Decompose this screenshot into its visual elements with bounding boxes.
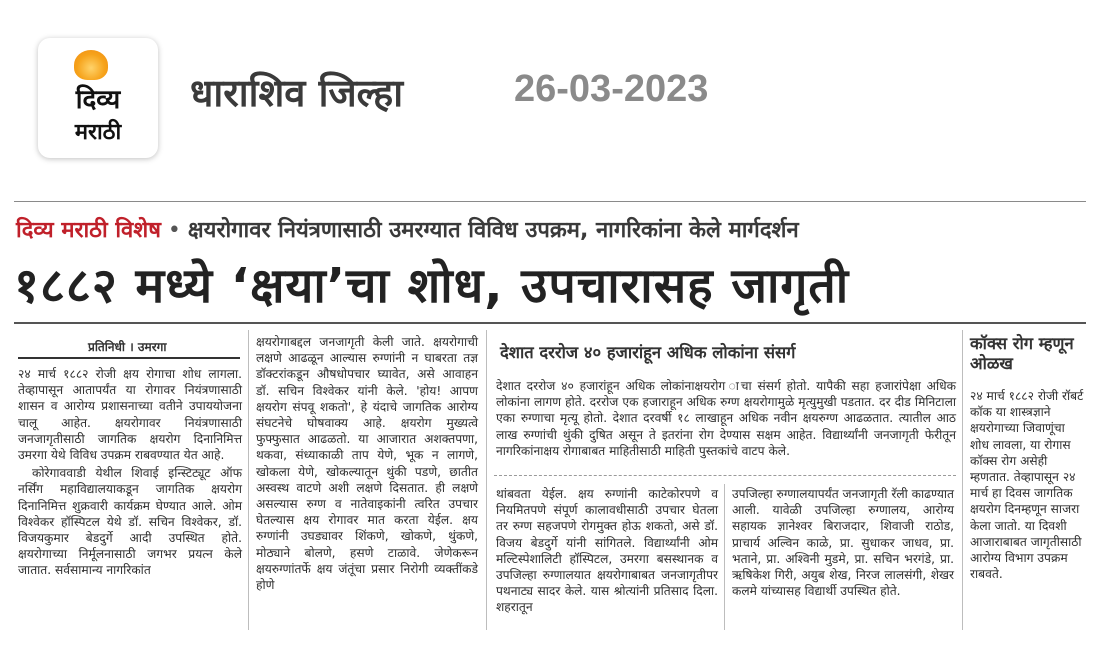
byline: प्रतिनिधी । उमरगा: [88, 340, 167, 354]
col2-paragraph-1: क्षयरोगाबद्दल जनजागृती केली जाते. क्षयरोगाची लक्षणे आढळून आल्यास रुग्णांनी न घाबरता तज्ञ डॉक्टरांकडून औषधोपचार घ्यावेत, असे आवाहन डॉ. सचिन विश्वेकर यांनी केले. 'होय! आपण क्षयरोग संपवू शकतो', हे यंदाचे जागतिक आरोग्य संघटनेचे घोषवाक्य आहे. क्षयरोग मुख्यत्वे फुफ्फुसात आढळतो. या आजारात अशक्तपणा, थकवा, संध्याकाळी ताप येणे, भूक न लागणे, खोकला येणे, खोकल्यातून थुंकी पडणे, छातीत अस्वस्थ वाटणे अशी लक्षणे दिसतात. ही लक्षणे असल्यास रुग्ण व नातेवाइकांनी त्वरित उपचार घेतल्यास क्षय रोगावर मात करता येईल. क्षय रुग्णांनी उघड्यावर शिंकणे, खोकणे, थुंकणे, मोठ्याने बोलणे, हसणे टाळावे. जेणेकरून क्षयरुग्णांतर्फे क्षय जंतूंचा प्रसार निरोगी व्यक्तींकडे होणे: [256, 335, 478, 593]
kicker-text: क्षयरोगावर नियंत्रणासाठी उमरग्यात विविध उपक्रम, नागरिकांना केले मार्गदर्शन: [187, 218, 799, 243]
column-divider-4: [962, 330, 963, 630]
column-2: [256, 334, 478, 595]
box-subheading: देशात दररोज ४० हजारांहून अधिक लोकांना संसर्ग: [500, 343, 796, 362]
column-divider-3: [724, 484, 725, 630]
col1-paragraph-1: २४ मार्च १८८२ रोजी क्षय रोगाचा शोध लागला. तेव्हापासून आतापर्यंत या रोगावर नियंत्रणासाठी शासन व आरोग्य प्रशासनाच्या वतीने उपाययोजना चालू आहेत. क्षयरोगावर नियंत्रणासाठी जनजागृतीसाठी जागतिक क्षयरोग दिनानिमित्त उमरगा येथे विविध उपक्रम राबवण्यात येत आहे.: [18, 367, 242, 463]
column-divider-1: [248, 330, 249, 630]
box-bottom-divider: [494, 475, 956, 476]
column-divider-2: [486, 330, 487, 630]
side-paragraph: २४ मार्च १८८२ रोजी रॉबर्ट कॉक या शास्त्रज्ञाने क्षयरोगाच्या जिवाणूंचा शोध लावला, या रोगास कॉक्स रोग असेही म्हणतात. तेव्हापासून २४ मार्च हा दिवस जागतिक क्षयरोग दिनम्हणून साजरा केला जातो. या दिवशी आजाराबाबत जागृतीसाठी आरोग्य विभाग उपक्रम राबवते.: [970, 389, 1084, 582]
top-divider: [14, 201, 1086, 202]
column-3: [496, 486, 718, 618]
byline-rule: [18, 357, 240, 359]
side-column: [970, 388, 1086, 584]
kicker-brand: दिव्य मराठी विशेष: [16, 218, 161, 243]
logo-text-line1: दिव्य: [75, 85, 121, 115]
edition-date: 26-03-2023: [514, 68, 709, 110]
article-kicker: [16, 214, 799, 244]
headline-divider: [14, 322, 1086, 324]
box-story: [496, 378, 956, 461]
column-1: [18, 366, 242, 581]
logo-text-line2: मराठी: [74, 120, 122, 145]
col1-paragraph-2: कोरेगाववाडी येथील शिवाई इन्स्टिट्यूट ऑफ नर्सिंग महाविद्यालयाकडून जागतिक क्षयरोग दिनानिमित्त शुक्रवारी कार्यक्रम घेण्यात आले. ओम विश्वेकर हॉस्पिटल येथे डॉ. सचिन विश्वेकर, डॉ. विजयकुमार बेडदुर्गे आदी उपस्थित होते. क्षयरोगाच्या निर्मूलनासाठी जगभर प्रयत्न केले जातात. सर्वसामान्य नागरिकांत: [18, 466, 242, 578]
side-subheading: कॉक्स रोग म्हणून ओळख: [970, 334, 1074, 373]
col3-paragraph-1: थांबवता येईल. क्षय रुग्णांनी काटेकोरपणे व नियमितपणे संपूर्ण कालावधीसाठी उपचार घेतला तर रुग्ण सहजपणे रोगमुक्त होऊ शकतो, असे डॉ. विजय बेडदुर्गे यांनी सांगितले. विद्यार्थ्यांनी ओम मल्टिस्पेशालिटी हॉस्पिटल, उमरगा बसस्थानक व उपजिल्हा रुग्णालयात क्षयरोगाबाबत जनजागृतीपर पथनाट्य सादर केले. यास श्रोत्यांनी प्रतिसाद दिला. शहरातून: [496, 487, 718, 615]
article-headline: १८८२ मध्ये ‘क्षया’चा शोध, उपचारासह जागृती: [14, 258, 850, 314]
column-4: [732, 486, 954, 601]
col4-paragraph-1: उपजिल्हा रुग्णालयापर्यंत जनजागृती रॅली काढण्यात आली. यावेळी उपजिल्हा रुग्णालय, आरोग्य सहायक ज्ञानेश्वर बिराजदार, शिवाजी राठोड, प्राचार्य अल्विन काळे, प्रा. सुधाकर जाधव, प्रा. भताने, प्रा. अश्विनी मुडमे, प्रा. सचिन भरगंडे, प्रा. ऋषिकेश गिरी, अयुब शेख, निरज लालसंगी, शेखर कलमे यांच्यासह विद्यार्थी उपस्थित होते.: [732, 487, 955, 599]
kicker-bullet: •: [167, 218, 181, 243]
box-paragraph: देशात दररोज ४० हजारांहून अधिक लोकांनाक्षयरोग ाचा संसर्ग होतो. यापैकी सहा हजारांपेक्षा अधिक लोकांना लागण होते. दररोज एक हजाराहून अधिक रुग्ण क्षयरोगामुळे मृत्युमुखी पडतात. दर दीड मिनिटाला एका रुग्णाचा मृत्यू होतो. देशात दरवर्षी १८ लाखाहून अधिक नवीन क्षयरुग्ण आढळतात. त्यातील आठ लाख रुग्णांची थुंकी दुषित असून ते इतरांना रोग देण्यास सक्षम आहेत. विद्यार्थ्यांनी जनजागृती फेरीतून नागरिकांनाक्षय रोगाबाबत माहितीसाठी माहिती पुस्तकांचे वाटप केले.: [496, 379, 956, 458]
sun-logo-icon: [74, 50, 108, 80]
edition-title: धाराशिव जिल्हा: [190, 71, 404, 115]
divya-marathi-logo: [38, 38, 158, 158]
